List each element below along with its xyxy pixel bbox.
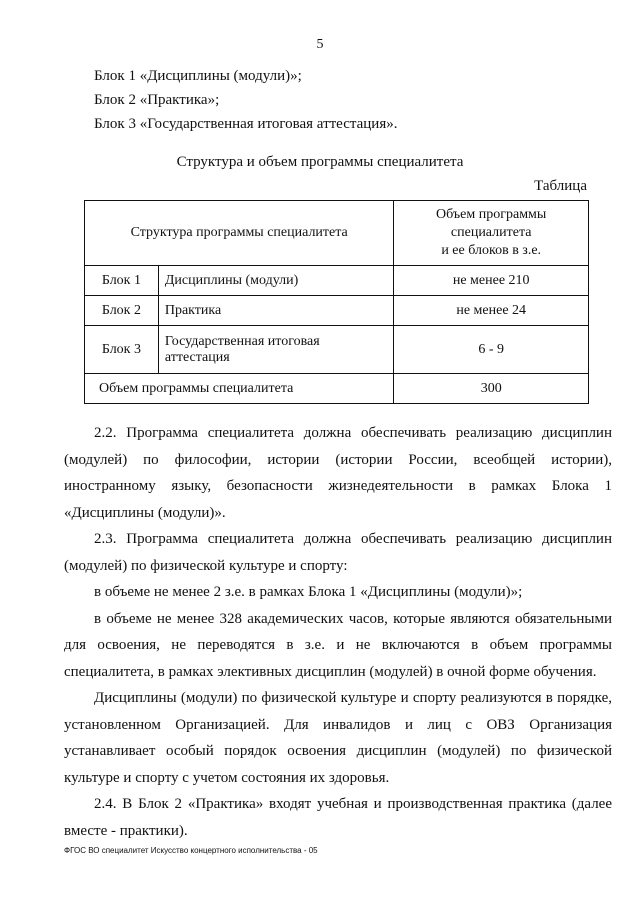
paragraph: 2.2. Программа специалитета должна обеспечивать реализацию дисциплин (модулей) по философии, истории (истории России, всеобщей истории), иностранному языку, безопасности жизнедеятельности в рамках Блока 1 «Дисциплины (модули)». (64, 425, 612, 521)
table-total-row (85, 374, 589, 404)
block-list-item: Блок 3 «Государственная итоговая аттестация». (94, 116, 398, 132)
header-volume-line: специалитета (450, 225, 532, 240)
block-list-item: Блок 2 «Практика»; (94, 92, 220, 108)
page-footer: ФГОС ВО специалитет Искусство концертного исполнительства - 05 (64, 846, 318, 855)
total-value: 300 (394, 374, 589, 404)
paragraph: в объеме не менее 2 з.е. в рамках Блока 1 «Дисциплины (модули)»; (94, 584, 523, 600)
table-header-row (85, 201, 589, 266)
page-number: 5 (316, 37, 324, 52)
block-name: Дисциплины (модули) (158, 266, 394, 296)
header-volume-line: и ее блоков в з.е. (441, 243, 542, 258)
block-volume: 6 - 9 (394, 326, 589, 374)
table-row (85, 296, 589, 326)
block-volume: не менее 24 (394, 296, 589, 326)
header-volume-line: Объем программы (436, 207, 547, 222)
paragraph: в объеме не менее 328 академических часов, которые являются обязательными для освоения, не переводятся в з.е. и не включаются в объем программы специалитета, в рамках элективных дисциплин (модулей) в очной форме обучения. (64, 610, 612, 680)
block-number: Блок 3 (85, 326, 159, 374)
table-row (85, 266, 589, 296)
block-number: Блок 2 (85, 296, 159, 326)
block-list (94, 64, 397, 136)
paragraph: Дисциплины (модули) по физической культуре и спорту реализуются в порядке, установленном Организацией. Для инвалидов и лиц с ОВЗ Организация устанавливает особый порядок освоения дисциплин (модулей) по физической культуре и спорту с учетом состояния их здоровья. (64, 690, 612, 786)
body-text (64, 420, 612, 844)
table-title: Структура и объем программы специалитета (176, 154, 464, 170)
table-row (85, 326, 589, 374)
table-label: Таблица (534, 178, 587, 194)
block-name: Государственная итоговая аттестация (158, 326, 394, 374)
block-number: Блок 1 (85, 266, 159, 296)
block-volume: не менее 210 (394, 266, 589, 296)
structure-table (84, 200, 589, 404)
header-volume (394, 201, 589, 266)
header-structure: Структура программы специалитета (85, 201, 394, 266)
total-label: Объем программы специалитета (85, 374, 394, 404)
block-name: Практика (158, 296, 394, 326)
paragraph: 2.3. Программа специалитета должна обеспечивать реализацию дисциплин (модулей) по физической культуре и спорту: (64, 531, 612, 574)
block-list-item: Блок 1 «Дисциплины (модули)»; (94, 68, 302, 84)
paragraph: 2.4. В Блок 2 «Практика» входят учебная и производственная практика (далее вместе - практики). (64, 796, 612, 839)
